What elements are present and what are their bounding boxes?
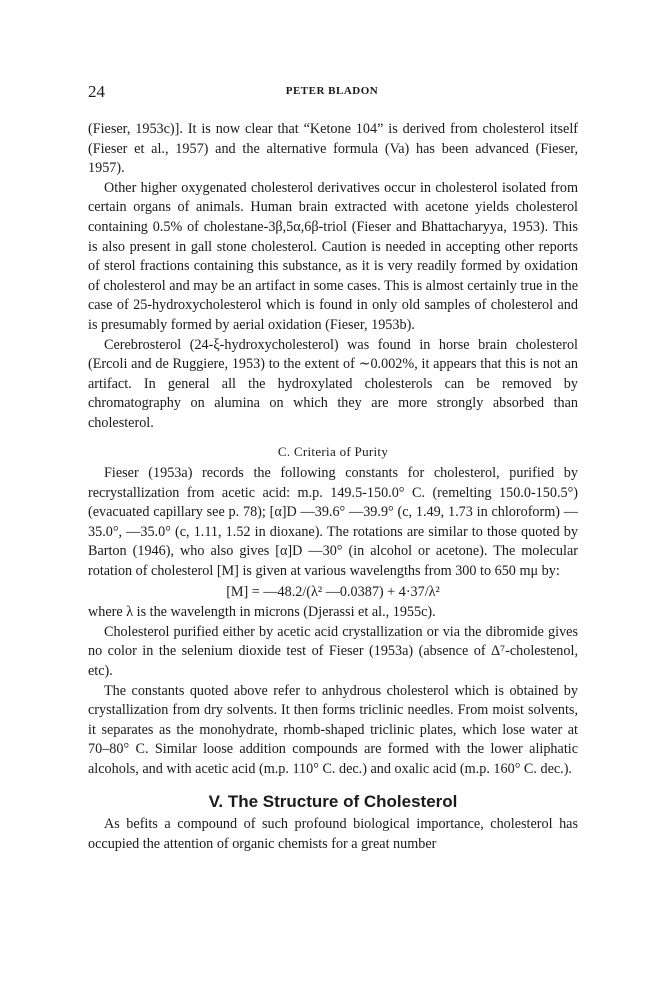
running-head: PETER BLADON <box>285 85 379 97</box>
section-heading-structure-of-cholesterol: V. The Structure of Cholesterol <box>208 791 458 811</box>
paragraph-structure-intro: As befits a compound of such profound biological importance, cholesterol has occupied the attention of organic chemists for a great number <box>88 816 578 852</box>
paragraph-oxygenated-derivatives: Other higher oxygenated cholesterol derivatives occur in cholesterol isolated from certain organs of animals. Human brain extracted with acetone yields cholesterol containing 0.5% of cholestane-3β,5α,6β-triol (Fieser and Bhattacharyya, 1953). This is also present in gall stone cholesterol. Caution is needed in accepting other reports of sterol fractions containing this substance, as it is very readily formed by oxidation of cholesterol and may be an artifact in some cases. This is almost certainly true in the case of 25-hydroxycholesterol which is found in only old samples of cholesterol and is presumably formed by aerial oxidation (Fieser, 1953b). <box>88 179 578 333</box>
page-number: 24 <box>88 82 105 101</box>
paragraph-cerebrosterol: Cerebrosterol (24-ξ-hydroxycholesterol) was found in horse brain cholesterol (Ercoli and de Ruggiere, 1953) to the extent of ∼0.002%, it appears that this is not an artifact. In general all the hydroxylated cholesterols can be removed by chromatography on alumina on which they are more strongly absorbed than cholesterol. <box>88 336 578 431</box>
paragraph-wavelength-definition: where λ is the wavelength in microns (Djerassi et al., 1955c). <box>88 604 436 621</box>
page-header <box>88 82 576 106</box>
molecular-rotation-equation: [M] = —48.2/(λ² —0.0387) + 4·37/λ² <box>226 583 440 600</box>
page-body <box>88 120 578 854</box>
section-heading-criteria-of-purity: C. Criteria of Purity <box>277 443 389 459</box>
paragraph-selenium-dioxide-test: Cholesterol purified either by acetic acid crystallization or via the dibromide gives no color in the selenium dioxide test of Fieser (1953a) (absence of Δ⁷-cholestenol, etc). <box>88 623 578 680</box>
paragraph-ketone-104: (Fieser, 1953c)]. It is now clear that “Ketone 104” is derived from cholesterol itself (Fieser et al., 1957) and the alternative formula (Va) has been advanced (Fieser, 1957). <box>88 121 578 177</box>
paragraph-anhydrous-cholesterol: The constants quoted above refer to anhydrous cholesterol which is obtained by crystallization from dry solvents. It then forms triclinic needles. From moist solvents, it separates as the monohydrate, rhomb-shaped triclinic plates, which lose water at 70–80° C. Similar loose addition compounds are formed with the lower aliphatic alcohols, and with acetic acid (m.p. 110° C. dec.) and oxalic acid (m.p. 160° C. dec.). <box>88 682 578 777</box>
paragraph-fieser-constants: Fieser (1953a) records the following constants for cholesterol, purified by recrystallization from acetic acid: m.p. 149.5-150.0° C. (remelting 150.0-150.5°) (evacuated capillary see p. 78); [α]D —39.6° —39.9° (c, 1.49, 1.73 in chloroform) —35.0°, —35.0° (c, 1.11, 1.52 in dioxane). The rotations are similar to those quoted by Barton (1946), who also gives [α]D —30° (in alcohol or acetone). The molecular rotation of cholesterol [M] is given at various wavelengths from 300 to 650 mμ by: <box>88 465 578 580</box>
